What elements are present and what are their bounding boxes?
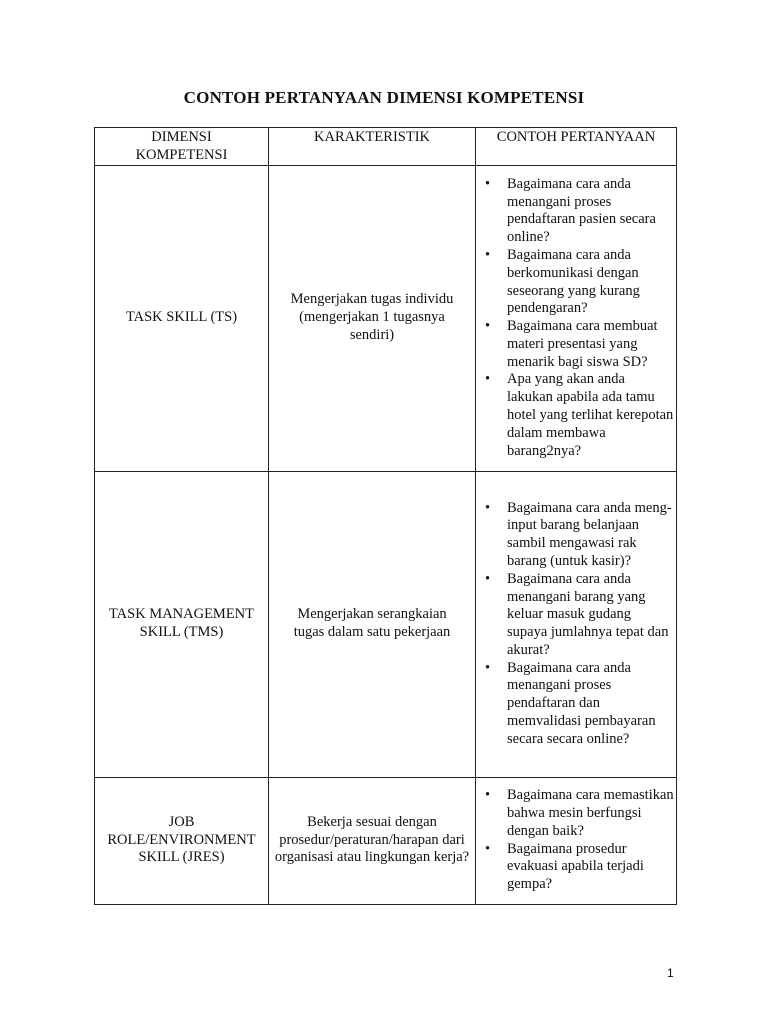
question-item: • Bagaimana cara anda menangani proses pendaftaran pasien secara online?	[476, 176, 674, 247]
dimension-cell: JOB ROLE/ENVIRONMENT SKILL (JRES)	[95, 777, 269, 904]
page-number: 1	[667, 966, 674, 980]
characteristic-cell: Mengerjakan tugas individu (mengerjakan 1 tugasnya sendiri)	[269, 165, 476, 471]
questions-cell	[476, 777, 677, 904]
question-list	[476, 176, 676, 461]
question-item: • Bagaimana cara membuat materi presentasi yang menarik bagi siswa SD?	[476, 318, 674, 371]
dimension-cell: TASK MANAGEMENT SKILL (TMS)	[95, 471, 269, 777]
table-row	[95, 165, 677, 471]
question-item: • Apa yang akan anda lakukan apabila ada tamu hotel yang terlihat kerepotan dalam membawa barang2nya?	[476, 371, 674, 460]
table-header-row	[95, 128, 677, 166]
table-row	[95, 777, 677, 904]
header-karakteristik: KARAKTERISTIK	[269, 128, 476, 166]
question-item: • Bagaimana cara anda meng-input barang belanjaan sambil mengawasi rak barang (untuk kasir)?	[476, 500, 674, 571]
question-item: • Bagaimana prosedur evakuasi apabila terjadi gempa?	[476, 841, 674, 894]
header-dimensi: DIMENSI KOMPETENSI	[95, 128, 269, 166]
question-list	[476, 500, 676, 749]
question-item: • Bagaimana cara anda menangani proses pendaftaran dan memvalidasi pembayaran secara secara online?	[476, 660, 674, 749]
questions-cell	[476, 165, 677, 471]
question-item: • Bagaimana cara anda berkomunikasi dengan seseorang yang kurang pendengaran?	[476, 247, 674, 318]
characteristic-cell: Mengerjakan serangkaian tugas dalam satu pekerjaan	[269, 471, 476, 777]
table-row	[95, 471, 677, 777]
page-title: CONTOH PERTANYAAN DIMENSI KOMPETENSI	[183, 88, 585, 107]
characteristic-cell: Bekerja sesuai dengan prosedur/peraturan/harapan dari organisasi atau lingkungan kerja?	[269, 777, 476, 904]
competency-table	[94, 127, 677, 905]
question-item: • Bagaimana cara anda menangani barang yang keluar masuk gudang supaya jumlahnya tepat dan akurat?	[476, 571, 674, 660]
header-contoh-pertanyaan: CONTOH PERTANYAAN	[476, 128, 677, 166]
question-list	[476, 787, 676, 894]
questions-cell	[476, 471, 677, 777]
dimension-cell: TASK SKILL (TS)	[95, 165, 269, 471]
question-item: • Bagaimana cara memastikan bahwa mesin berfungsi dengan baik?	[476, 787, 674, 840]
